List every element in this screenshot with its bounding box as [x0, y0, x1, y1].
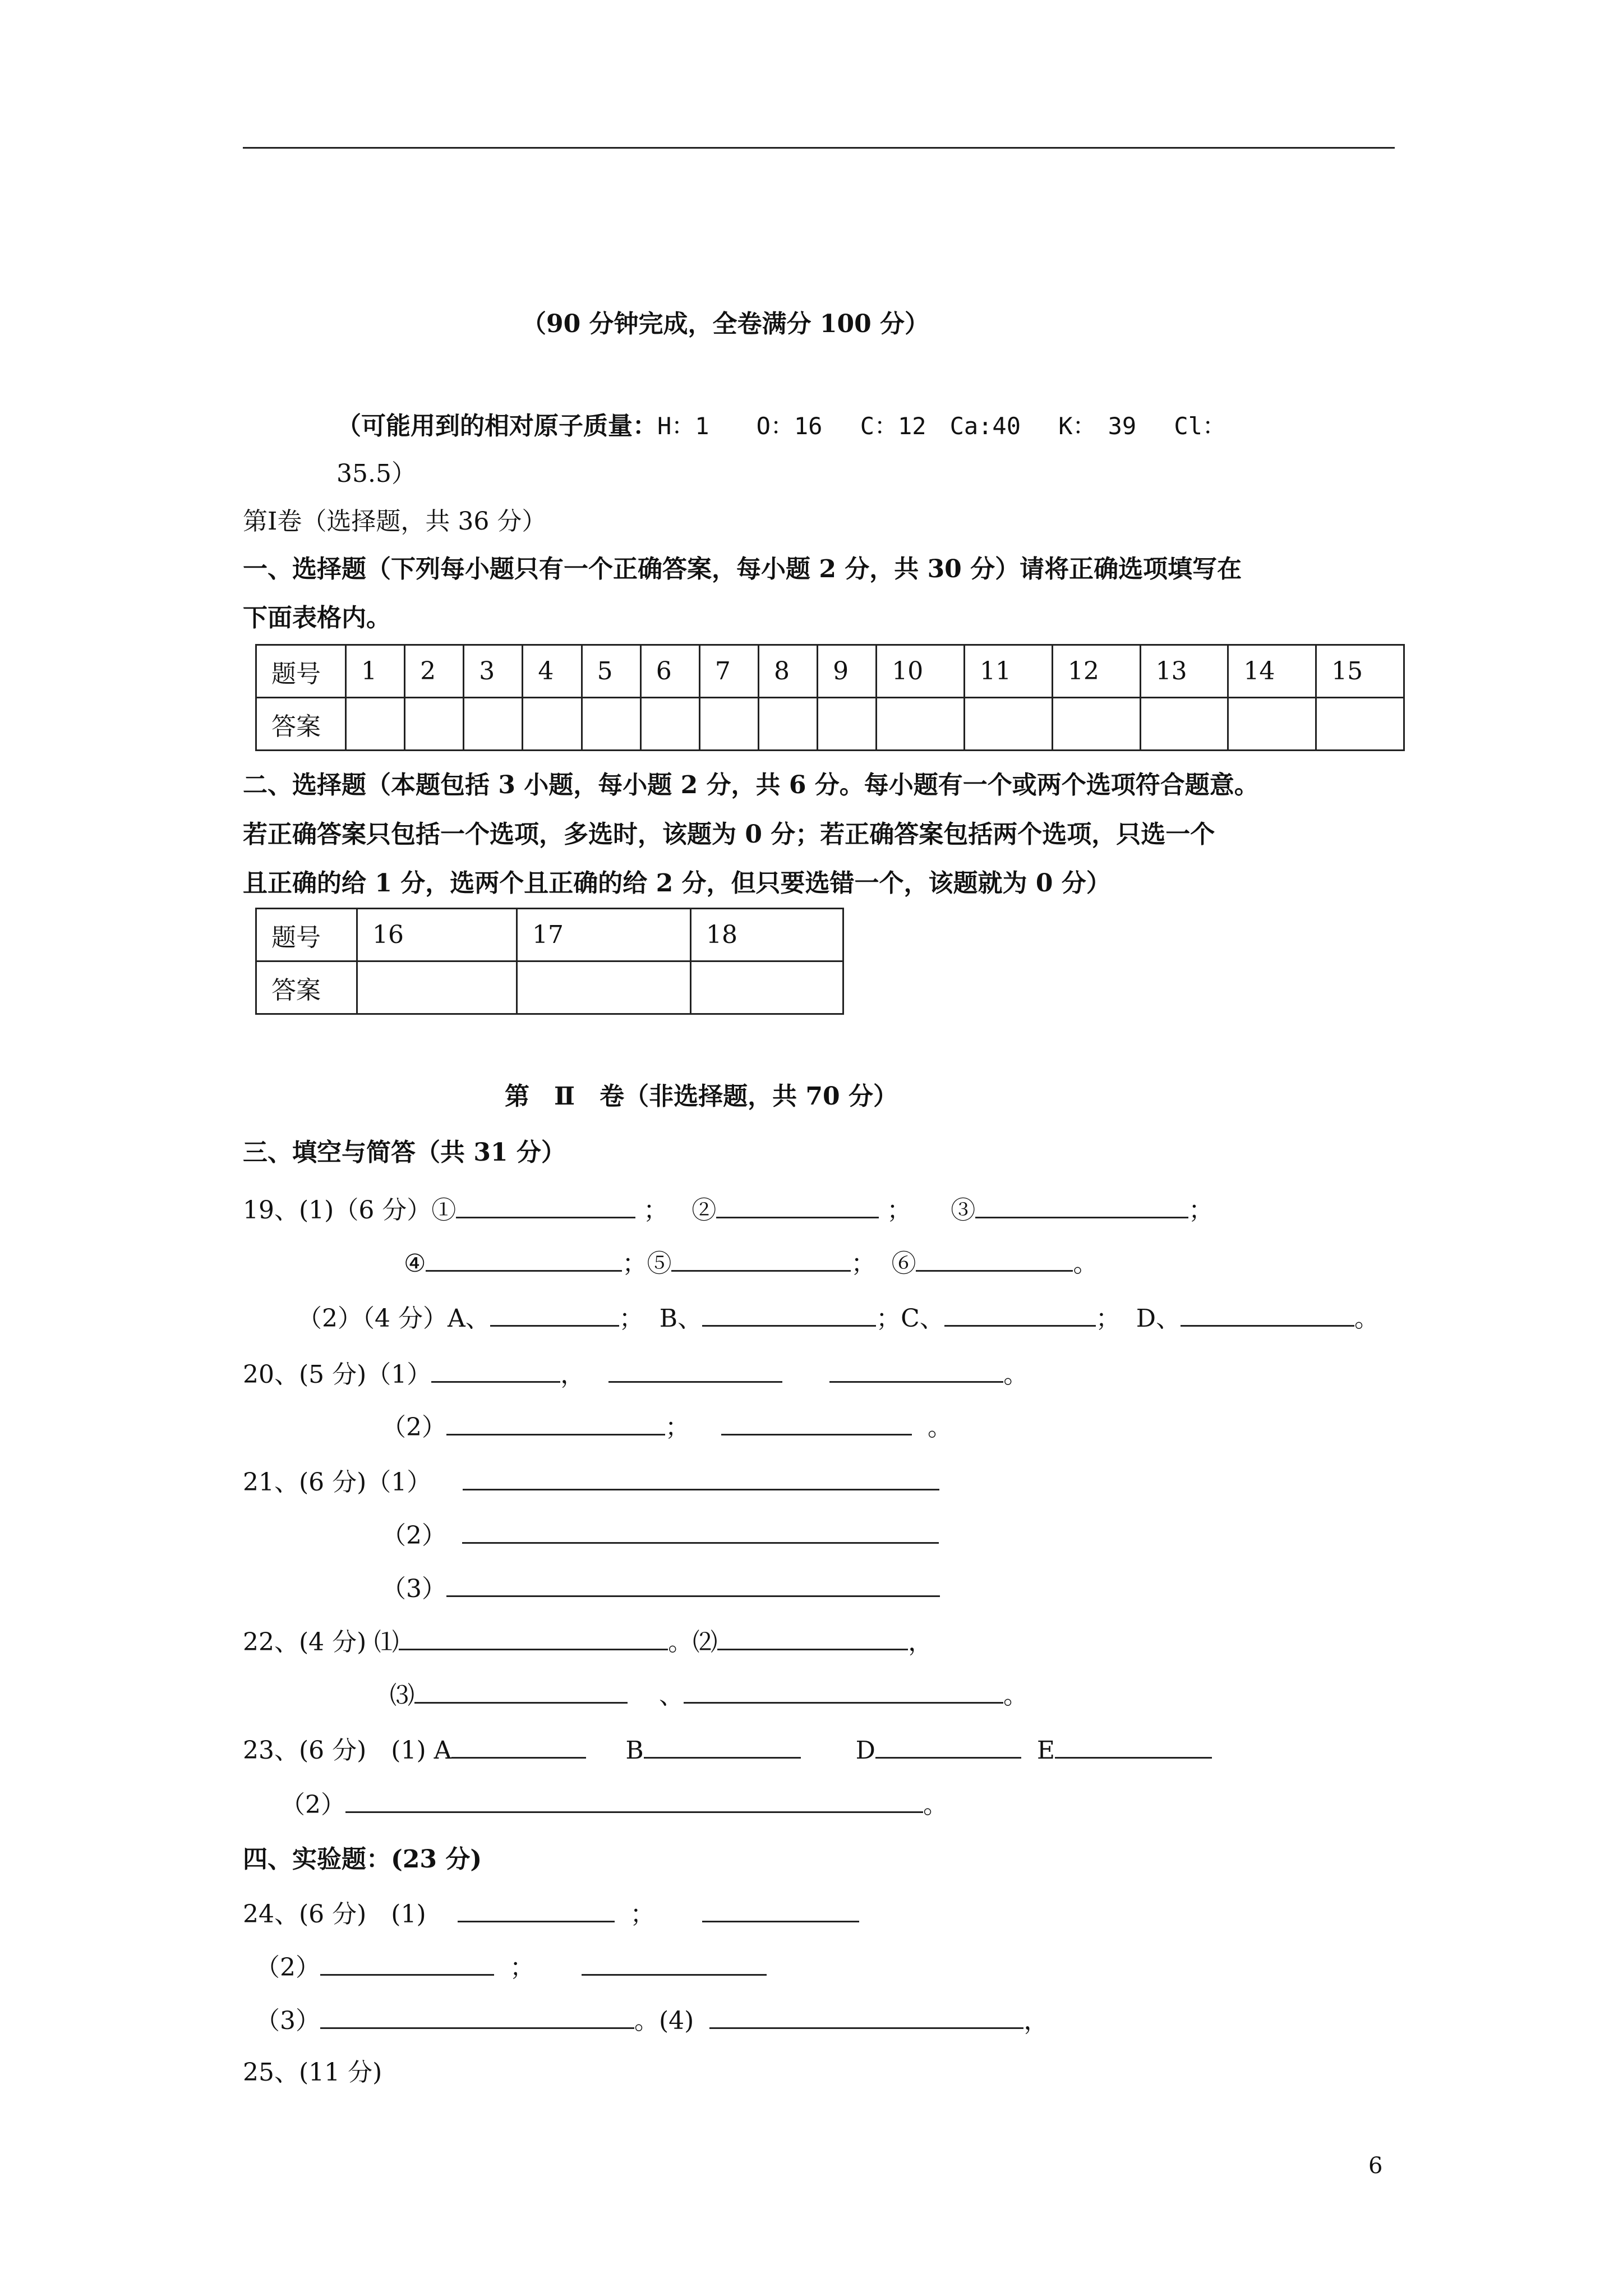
answer-blank[interactable]: [684, 1677, 1003, 1704]
answer-cell[interactable]: [523, 698, 582, 751]
table1-num: 10: [877, 645, 965, 698]
table2-question-row: [256, 909, 843, 961]
punctuation: 。: [1003, 1681, 1028, 1710]
answer-cell[interactable]: [1140, 698, 1228, 751]
punctuation: ；: [876, 1304, 901, 1333]
circle-3: ③: [951, 1196, 976, 1225]
answer-blank[interactable]: [456, 1192, 635, 1218]
table1-num: 6: [640, 645, 699, 698]
q24-line3: [255, 2003, 1048, 2038]
answer-cell[interactable]: [758, 698, 817, 751]
section3-title: 三、填空与简答（共 31 分）: [243, 1138, 566, 1167]
punctuation: 。: [1073, 1249, 1098, 1278]
punctuation: 。: [1354, 1304, 1380, 1333]
table1-num: 13: [1140, 645, 1228, 698]
q20-label: 20、(5 分)（1）: [243, 1360, 432, 1389]
circle-6: ⑥: [891, 1249, 916, 1278]
table1-num: 1: [346, 645, 405, 698]
page-number: 6: [1368, 2153, 1383, 2179]
punctuation: ；: [509, 1953, 534, 1982]
q22-sub3: ⑶: [390, 1681, 414, 1710]
circle-2: ②: [691, 1196, 717, 1225]
q24-line2: [255, 1949, 767, 1985]
answer-blank[interactable]: [721, 1409, 912, 1435]
section2-line3: 且正确的给 1 分，选两个且正确的给 2 分，但只要选错一个，该题就为 0 分）: [243, 869, 1111, 898]
q24-line1: [243, 1896, 859, 1931]
answer-blank[interactable]: [462, 1517, 939, 1544]
table1-num: 9: [818, 645, 877, 698]
answer-blank[interactable]: [702, 1896, 859, 1922]
answer-blank[interactable]: [582, 1949, 767, 1976]
punctuation: 。: [923, 1791, 948, 1819]
section1-line1: 一、选择题（下列每小题只有一个正确答案，每小题 2 分，共 30 分）请将正确选项填写在: [243, 555, 1242, 583]
answer-cell[interactable]: [1052, 698, 1140, 751]
punctuation: 。: [927, 1413, 952, 1442]
answer-blank[interactable]: [458, 1896, 615, 1922]
q24-label: 24、(6 分) (1): [243, 1900, 426, 1929]
answer-cell[interactable]: [965, 698, 1053, 751]
punctuation: ，: [560, 1360, 585, 1389]
table1-num: 11: [965, 645, 1053, 698]
q22-line2: [390, 1677, 1028, 1713]
q22-sub2: 。⑵: [668, 1628, 718, 1657]
table2-num: 17: [517, 909, 691, 961]
answer-cell[interactable]: [582, 698, 640, 751]
answer-cell[interactable]: [640, 698, 699, 751]
punctuation: 、: [658, 1681, 684, 1710]
answer-blank[interactable]: [709, 2003, 1023, 2029]
answer-cell[interactable]: [818, 698, 877, 751]
section2-line2: 若正确答案只包括一个选项，多选时，该题为 0 分；若正确答案包括两个选项，只选一个: [243, 820, 1215, 849]
answer-cell[interactable]: [346, 698, 405, 751]
q20-line2: [381, 1409, 952, 1444]
q21-label: 21、(6 分)（1）: [243, 1468, 432, 1497]
q21-sub3: （3）: [381, 1575, 446, 1603]
punctuation: ，: [1023, 2007, 1049, 2035]
table1-question-row: [256, 645, 1404, 698]
circle-4: ④: [404, 1249, 426, 1278]
punctuation: ；: [630, 1900, 655, 1929]
punctuation: ；: [619, 1304, 644, 1333]
option-b: B、: [659, 1304, 703, 1333]
table1-answer-row: [256, 698, 1404, 751]
answer-blank[interactable]: [671, 1245, 851, 1272]
header-rule: [243, 147, 1395, 149]
q19-sub2-label: （2）（4 分）A、: [297, 1304, 490, 1333]
punctuation: ，: [908, 1628, 933, 1657]
option-d: D: [855, 1736, 875, 1765]
section2-line1: 二、选择题（本题包括 3 小题，每小题 2 分，共 6 分。每小题有一个或两个选项符合题意。: [243, 771, 1259, 799]
table1-num: 8: [758, 645, 817, 698]
option-c: C、: [901, 1304, 944, 1333]
option-b: B: [625, 1736, 644, 1765]
answer-cell[interactable]: [1228, 698, 1316, 751]
answer-blank[interactable]: [345, 1787, 923, 1813]
q23-line2: [280, 1787, 948, 1822]
q23-line1: [243, 1732, 1212, 1768]
table2-q-label: 题号: [256, 909, 357, 961]
part2-title: 第 Ⅱ 卷（非选择题，共 70 分）: [505, 1082, 898, 1111]
punctuation: 。: [1003, 1360, 1029, 1389]
punctuation: ；: [622, 1249, 647, 1278]
table1-num: 3: [464, 645, 523, 698]
table2-a-label: 答案: [256, 961, 357, 1014]
q21-line3: [381, 1571, 940, 1606]
answer-cell[interactable]: [691, 961, 843, 1014]
answer-blank[interactable]: [1181, 1300, 1354, 1327]
answer-blank[interactable]: [916, 1245, 1073, 1272]
table1-num: 2: [405, 645, 464, 698]
punctuation: ；: [1095, 1304, 1121, 1333]
q19-line3: [297, 1300, 1379, 1336]
answer-blank[interactable]: [426, 1245, 622, 1272]
answer-table-2: [255, 908, 844, 1015]
q23-sub2: （2）: [280, 1791, 345, 1819]
answer-blank[interactable]: [431, 1356, 560, 1383]
answer-cell[interactable]: [877, 698, 965, 751]
table1-q-label: 题号: [256, 645, 346, 698]
answer-blank[interactable]: [1055, 1732, 1212, 1759]
q21-line1: [243, 1464, 939, 1499]
answer-cell[interactable]: [1316, 698, 1404, 751]
answer-blank[interactable]: [944, 1300, 1096, 1327]
table1-num: 5: [582, 645, 640, 698]
answer-table-1: [255, 644, 1405, 751]
answer-blank[interactable]: [490, 1300, 619, 1327]
table1-num: 14: [1228, 645, 1316, 698]
answer-blank[interactable]: [414, 1677, 628, 1704]
atomic-mass-values: H：1 O：16 C：12 Ca:40 K： 39 Cl：: [657, 412, 1227, 440]
answer-blank[interactable]: [320, 2003, 634, 2029]
q19-line1: [243, 1192, 1213, 1227]
answer-blank[interactable]: [446, 1409, 665, 1435]
answer-blank[interactable]: [451, 1732, 586, 1759]
atomic-mass-label: （可能用到的相对原子质量：: [336, 412, 657, 440]
answer-blank[interactable]: [875, 1732, 1021, 1759]
answer-blank[interactable]: [975, 1192, 1188, 1218]
answer-blank[interactable]: [829, 1356, 1003, 1383]
answer-blank[interactable]: [463, 1464, 939, 1490]
section4-title: 四、实验题：(23 分): [243, 1845, 482, 1874]
q22-label: 22、(4 分) ⑴: [243, 1628, 399, 1657]
q19-line2: [404, 1245, 1098, 1281]
answer-blank[interactable]: [702, 1300, 876, 1327]
q21-line2: [381, 1517, 939, 1553]
punctuation: ；: [851, 1249, 876, 1278]
option-d: D、: [1136, 1304, 1181, 1333]
table1-num: 4: [523, 645, 582, 698]
q20-line1: [243, 1356, 1028, 1392]
q24-sub4: 。(4): [634, 2007, 694, 2035]
table1-a-label: 答案: [256, 698, 346, 751]
table1-num: 15: [1316, 645, 1404, 698]
punctuation: ；: [643, 1196, 668, 1225]
table1-num: 7: [699, 645, 758, 698]
q24-sub3: （3）: [255, 2007, 320, 2035]
table2-num: 16: [357, 909, 517, 961]
q25-label: 25、(11 分): [243, 2058, 382, 2087]
answer-blank[interactable]: [716, 1192, 879, 1218]
answer-cell[interactable]: [464, 698, 523, 751]
table2-answer-row: [256, 961, 843, 1014]
atomic-mass-cont: 35.5）: [336, 459, 416, 488]
answer-blank[interactable]: [399, 1624, 668, 1650]
answer-cell[interactable]: [405, 698, 464, 751]
atomic-mass-line: [336, 409, 1226, 443]
punctuation: ；: [887, 1196, 912, 1225]
answer-blank[interactable]: [320, 1949, 494, 1976]
table1-num: 12: [1052, 645, 1140, 698]
q23-label: 23、(6 分) (1) A: [243, 1736, 452, 1765]
answer-blank[interactable]: [608, 1356, 782, 1383]
answer-blank[interactable]: [446, 1571, 940, 1597]
option-e: E: [1036, 1736, 1055, 1765]
answer-blank[interactable]: [644, 1732, 801, 1759]
section1-line2: 下面表格内。: [243, 604, 391, 632]
q20-sub2: （2）: [381, 1413, 446, 1442]
answer-cell[interactable]: [517, 961, 691, 1014]
q22-line1: [243, 1624, 933, 1659]
exam-note: （90 分钟完成，全卷满分 100 分）: [522, 310, 930, 338]
table2-num: 18: [691, 909, 843, 961]
answer-cell[interactable]: [357, 961, 517, 1014]
circle-5: ⑤: [647, 1249, 672, 1278]
q19-label: 19、(1)（6 分）①: [243, 1196, 457, 1225]
q24-sub2: （2）: [255, 1953, 320, 1982]
answer-blank[interactable]: [717, 1624, 908, 1650]
punctuation: ；: [665, 1413, 690, 1442]
part1-title: 第Ⅰ卷（选择题，共 36 分）: [243, 507, 547, 536]
q21-sub2: （2）: [381, 1521, 446, 1550]
punctuation: ；: [1188, 1196, 1214, 1225]
answer-cell[interactable]: [699, 698, 758, 751]
